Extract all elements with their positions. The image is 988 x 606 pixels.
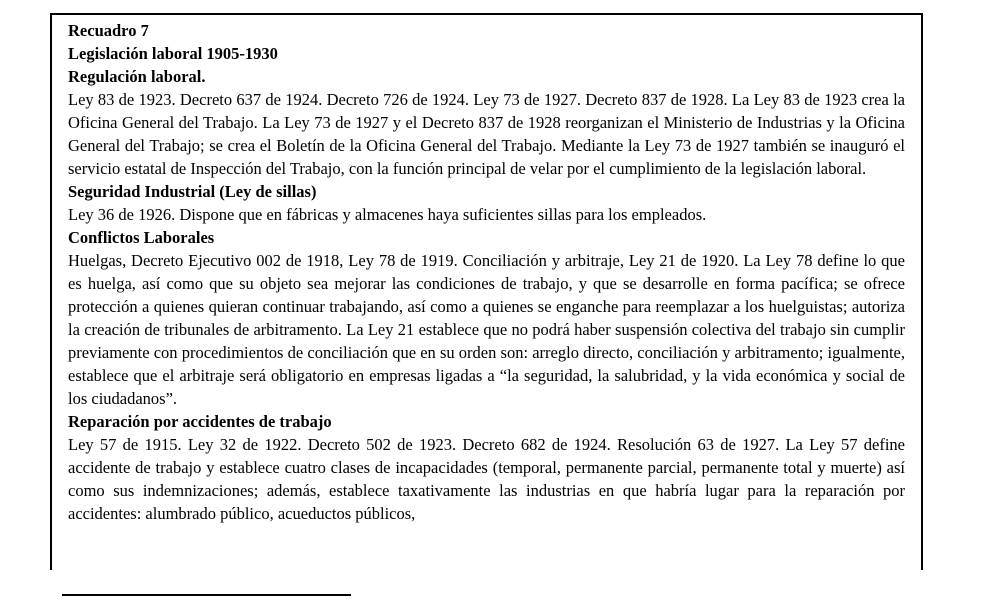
section-body-reparacion-accidentes: Ley 57 de 1915. Ley 32 de 1922. Decreto 502 de 1923. Decreto 682 de 1924. Resolución 63 de 1927. La Ley 57 define accidente de trabajo y establece cuatro clases de incapacidades (temporal, permanente parcial, permanente total y muerte) así como sus indemnizaciones; además, establece taxativamente las industrias en que habría lugar para la reparación por accidentes: alumbrado público, acueductos públicos, xyxy=(68,435,905,523)
section-heading-reparacion-accidentes: Reparación por accidentes de trabajo xyxy=(68,412,332,431)
section-heading-seguridad-industrial: Seguridad Industrial (Ley de sillas) xyxy=(68,182,317,201)
section-body-seguridad-industrial: Ley 36 de 1926. Dispone que en fábricas y almacenes haya suficientes sillas para los empleados. xyxy=(68,205,707,224)
section-body-conflictos-laborales: Huelgas, Decreto Ejecutivo 002 de 1918, Ley 78 de 1919. Conciliación y arbitraje, Ley 21 de 1920. La Ley 78 define lo que es huelga, así como que su objeto sea mejorar las condiciones de trabajo, y que se desarrolle en forma pacífica; se ofrece protección a quienes quieran continuar trabajando, así como a quienes se enganche para reemplazar a los huelguistas; autoriza la creación de tribunales de arbitramento. La Ley 21 establece que no podrá haber suspensión colectiva del trabajo sin cumplir previamente con procedimientos de conciliación que en su orden son: arreglo directo, conciliación y arbitramento; igualmente, establece que el arbitraje será obligatorio en empresas ligadas a “la seguridad, la salubridad, y la vida económica y social de los ciudadanos”. xyxy=(68,251,905,408)
footnote-separator-rule xyxy=(62,594,351,596)
section-heading-conflictos-laborales: Conflictos Laborales xyxy=(68,228,215,247)
section-body-regulacion-laboral: Ley 83 de 1923. Decreto 637 de 1924. Decreto 726 de 1924. Ley 73 de 1927. Decreto 837 de 1928. La Ley 83 de 1923 crea la Oficina General del Trabajo. La Ley 73 de 1927 y el Decreto 837 de 1928 reorganizan el Ministerio de Industrias y la Oficina General del Trabajo; se crea el Boletín de la Oficina General del Trabajo. Mediante la Ley 73 de 1927 también se inauguró el servicio estatal de Inspección del Trabajo, con la función principal de velar por el cumplimiento de la legislación laboral. xyxy=(68,90,905,178)
box-title: Legislación laboral 1905-1930 xyxy=(68,44,278,63)
section-heading-regulacion-laboral: Regulación laboral. xyxy=(68,67,206,86)
recuadro-box xyxy=(50,13,923,570)
box-label: Recuadro 7 xyxy=(68,21,149,40)
